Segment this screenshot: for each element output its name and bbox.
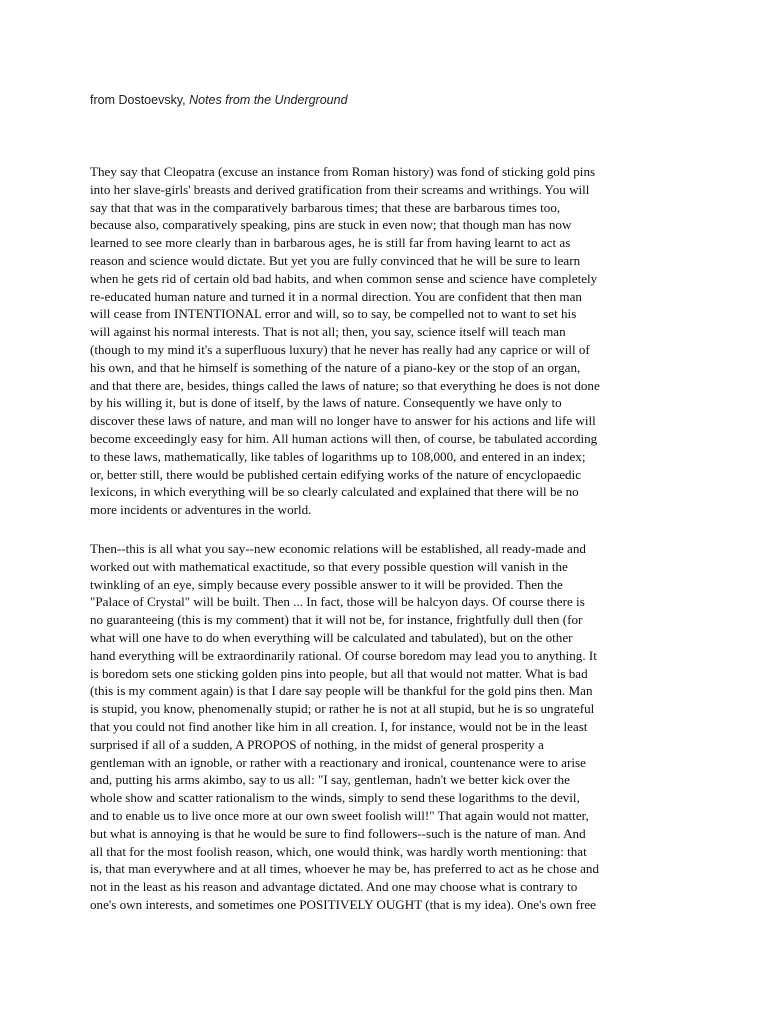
text-line: surprised if all of a sudden, A PROPOS of nothing, in the midst of general prosperity a: [90, 736, 544, 752]
text-line: discover these laws of nature, and man will no longer have to answer for his actions and life will: [90, 413, 596, 429]
text-line: is stupid, you know, phenomenally stupid; or rather he is not at all stupid, but he is so ungrateful: [90, 701, 595, 717]
paragraph-1: [90, 163, 600, 519]
text-line: but what is annoying is that he would be sure to find followers--such is the nature of man. And: [90, 825, 586, 841]
text-line: become exceedingly easy for him. All human actions will then, of course, be tabulated according: [90, 430, 598, 446]
text-line: (this is my comment again) is that I dare say people will be thankful for the gold pins then. Man: [90, 683, 593, 699]
text-line: whole show and scatter rationalism to the winds, simply to send these logarithms to the devil,: [90, 790, 580, 806]
text-line: because also, comparatively speaking, pins are stuck in even now; that though man has now: [90, 217, 572, 233]
text-line: is, that man everywhere and at all times, whoever he may be, has preferred to act as he chose and: [90, 861, 599, 877]
source-attribution: [90, 93, 348, 107]
text-line: not in the least as his reason and advantage dictated. And one may choose what is contrary to: [90, 879, 578, 895]
text-line: is boredom sets one sticking golden pins into people, but all that would not matter. What is bad: [90, 665, 588, 681]
text-line: more incidents or adventures in the world.: [90, 502, 312, 518]
text-line: into her slave-girls' breasts and derived gratification from their screams and writhings. You will: [90, 181, 590, 197]
text-line: say that that was in the comparatively barbarous times; that these are barbarous times too,: [90, 199, 561, 215]
text-line: when he gets rid of certain old bad habits, and when common sense and science have completely: [90, 270, 598, 286]
text-line: no guaranteeing (this is my comment) that it will not be, for instance, frightfully dull then (for: [90, 612, 583, 628]
text-line: Then--this is all what you say--new economic relations will be established, all ready-made and: [90, 541, 586, 556]
text-line: lexicons, in which everything will be so clearly calculated and explained that there will be no: [90, 484, 579, 500]
text-line: what will one have to do when everything will be calculated and tabulated), but on the other: [90, 629, 573, 645]
text-line: (though to my mind it's a superfluous luxury) that he never has really had any caprice or will of: [90, 341, 590, 357]
text-line: re-educated human nature and turned it in a normal direction. You are confident that then man: [90, 288, 582, 304]
text-line: and, putting his arms akimbo, say to us all: "I say, gentleman, hadn't we better kick over the: [90, 772, 570, 788]
text-line: worked out with mathematical exactitude, so that every possible question will vanish in the: [90, 558, 568, 574]
text-line: hand everything will be extraordinarily rational. Of course boredom may lead you to anything. It: [90, 647, 597, 663]
text-line: and that there are, besides, things called the laws of nature; so that everything he does is not done: [90, 377, 600, 393]
paragraph-2: [90, 540, 599, 914]
text-line: to these laws, mathematically, like tables of logarithms up to 108,000, and entered in an index;: [90, 448, 586, 464]
text-line: that you could not find another like him in all creation. I, for instance, would not be in the least: [90, 718, 588, 734]
text-line: twinkling of an eye, simply because every possible answer to it will be provided. Then the: [90, 576, 563, 592]
text-line: and to enable us to live once more at our own sweet foolish will!" That again would not matter,: [90, 807, 589, 823]
text-line: all that for the most foolish reason, which, one would think, was hardly worth mentioning: that: [90, 843, 587, 859]
text-line: or, better still, there would be published certain edifying works of the nature of encyclopaedic: [90, 466, 582, 482]
text-line: They say that Cleopatra (excuse an instance from Roman history) was fond of sticking gold pins: [90, 164, 596, 179]
text-line: by his willing it, but is done of itself, by the laws of nature. Consequently we have only to: [90, 395, 562, 411]
text-line: gentleman with an ignoble, or rather with a reactionary and ironical, countenance were to arise: [90, 754, 586, 770]
text-line: will against his normal interests. That is not all; then, you say, science itself will teach man: [90, 324, 566, 340]
text-line: his own, and that he himself is something of the nature of a piano-key or the stop of an organ,: [90, 359, 581, 375]
text-line: learned to see more clearly than in barbarous ages, he is still far from having learnt to act as: [90, 235, 571, 251]
book-title: Notes from the Underground: [189, 93, 348, 107]
text-line: reason and science would dictate. But yet you are fully convinced that he will be sure to learn: [90, 252, 581, 268]
text-line: one's own interests, and sometimes one POSITIVELY OUGHT (that is my idea). One's own free: [90, 896, 596, 912]
text-line: "Palace of Crystal" will be built. Then ... In fact, those will be halcyon days. Of course there is: [90, 594, 585, 610]
attribution-prefix: from Dostoevsky,: [90, 93, 190, 107]
text-line: will cease from INTENTIONAL error and will, so to say, be compelled not to want to set his: [90, 306, 577, 322]
